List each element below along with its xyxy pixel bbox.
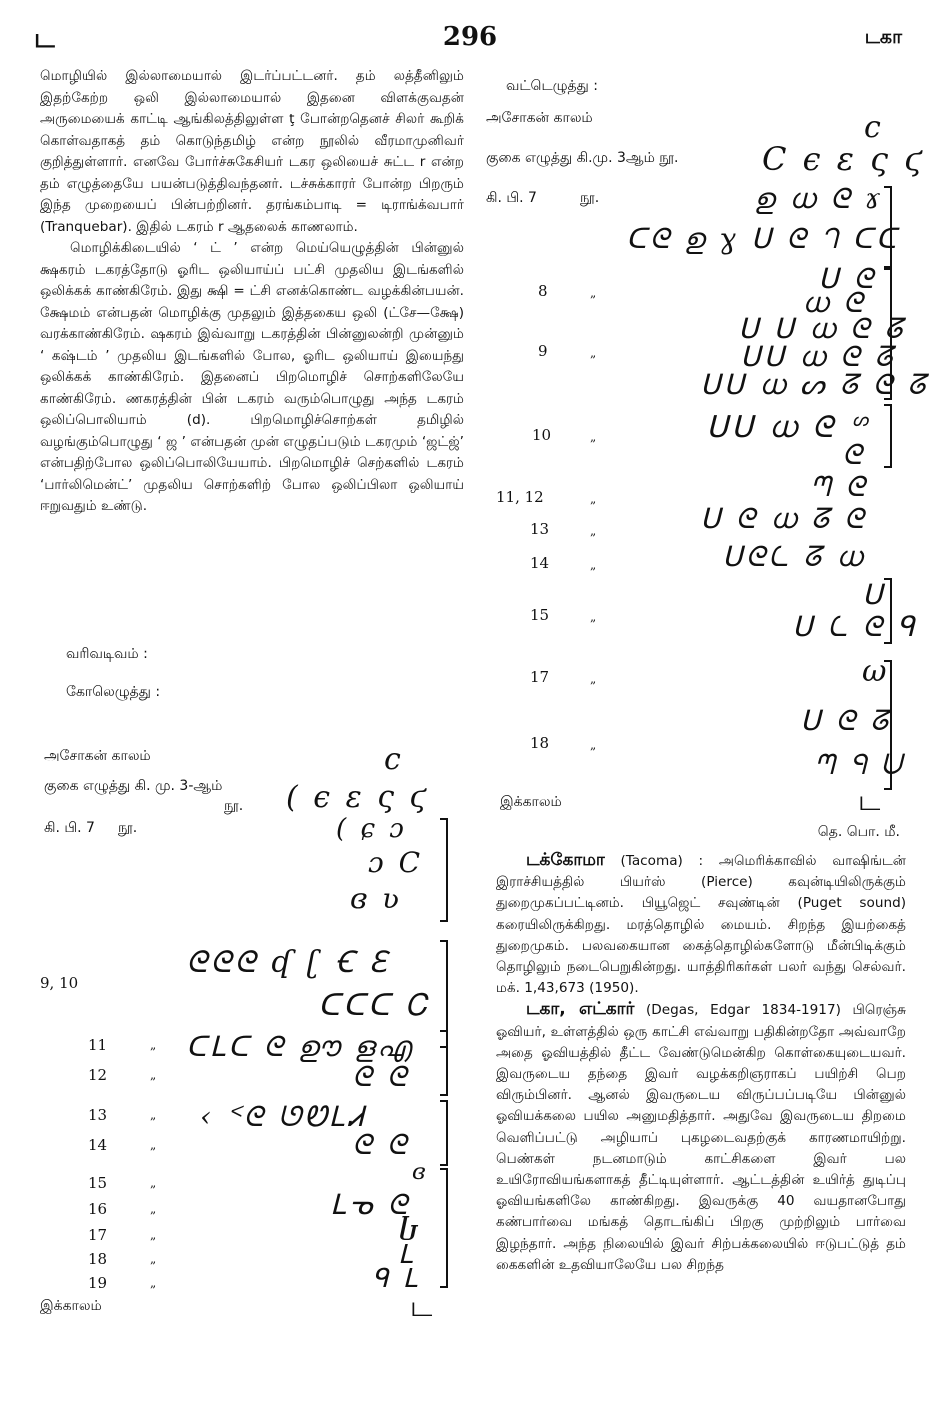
c15-glyph: ɞ (412, 1160, 429, 1185)
c8-glyphs-b: ധ ᘓ (802, 286, 866, 319)
ditto-mark: „ (150, 1202, 157, 1216)
row-number: 17 (88, 1226, 108, 1244)
row-number: 15 (88, 1174, 108, 1192)
c18-glyphs: ᘉ ᑫ ᑌ (814, 748, 905, 781)
ditto-mark: „ (150, 1276, 157, 1290)
century-7-nu: நூ. (118, 820, 138, 836)
row-number: 13 (88, 1106, 108, 1124)
row-number: 10 (532, 426, 552, 444)
page-number: 296 (442, 22, 498, 52)
c10-glyphs-a: ᑌᑌ ധ ᘓ ᔥ (706, 410, 870, 445)
ditto-mark: „ (150, 1138, 157, 1152)
c14-glyphs: ᑌᘓᘇ ᘔ ധ (722, 540, 866, 573)
c13-glyphs: ‹ ᑉᘓ ᘎᏬᏞᏗ (200, 1100, 367, 1133)
header-word: டகா (864, 26, 902, 48)
row-number: 9, 10 (40, 974, 79, 992)
c9-glyphs-b: ᑌᑌ ധ ᔕ ᘔ ᘓ ᘔ (700, 368, 929, 401)
author-signature: தெ. பொ. மீ. (817, 824, 900, 840)
c19-glyphs: ᑫ ᒪ (372, 1264, 421, 1294)
row-number: 15 (530, 606, 550, 624)
ditto-mark: „ (590, 346, 597, 360)
c9-glyphs: ᑕᑕᑕ Ꮯ (318, 988, 430, 1023)
ikkaalam-label: இக்காலம் (40, 1298, 102, 1314)
ditto-mark: „ (590, 286, 597, 300)
c12-glyphs: ᘓ ᘓ (352, 1060, 410, 1093)
ditto-mark: „ (150, 1228, 157, 1242)
ditto-mark: „ (590, 430, 597, 444)
ikkaalam-label: இக்காலம் (500, 794, 562, 810)
entry-head: டக்கோமா (526, 850, 605, 870)
ditto-mark: „ (590, 672, 597, 686)
c17-glyph: ω (862, 654, 890, 689)
c8-glyphs: ᘓᘓᘓ ʠ ʗ Ꞓ ℇ (186, 945, 390, 980)
cave-century-label: நூ. (224, 798, 244, 814)
asokan-glyph: c (384, 742, 404, 777)
row-number: 18 (88, 1250, 108, 1268)
header-letter: ட (34, 24, 55, 54)
ditto-mark: „ (590, 558, 597, 572)
bracket (440, 818, 448, 922)
bracket (440, 1100, 448, 1166)
row-number: 9 (538, 342, 548, 360)
row-number: 19 (88, 1274, 108, 1292)
c9-glyphs-a: ᑌᑌ ധ ᘓ ᘔ (740, 340, 896, 373)
cave-script-label: குகை எழுத்து கி.மு. 3ஆம் நூ. (486, 150, 679, 166)
ditto-mark: „ (150, 1108, 157, 1122)
cave-glyphs: ( ϵ ε ς ϛ (286, 780, 430, 815)
ditto-mark: „ (590, 492, 597, 506)
c11-glyphs-b: ᑌ ᘓ ധ ᘔ ᘓ (700, 502, 867, 535)
ditto-mark: „ (590, 524, 597, 538)
entry-body: (Degas, Edgar 1834-1917) பிரெஞ்சு ஓவியர், உள்ளத்தில் ஒரு காட்சி எவ்வாறு பதிகின்றதோ அவ்வாறே அதை ஓவியத்தில் தீட்ட வேண்டுமென்கிற கொள்கையுடையவர். இவருடைய தந்தை இவர் வழக்கறிஞராகப் பயிற்சி பெற விரும்பினர். ஆனல் இவருடைய விருப்பப்படியே பின்னுல் ஓவியக்கலை பயில அனுமதித்தார். அதுவே இவருடைய திறமை வெளிப்பட்டு அழியாப் புகழடைவதற்குக் காரணமாயிற்று. பெண்கள் நடனமாடும் காட்சிகளை இவர் பல உயிரோவியங்களாகத் தீட்டியுள்ளார். ஆட்டத்தின் உயிர்த் துடிப்பு ஓவியங்களிலே காண்கிறது. இவருக்கு 40 வயதானபோது கண்பார்வை மங்கத் தொடங்கிப் பிறகு முற்றிலும் பார்வை இழந்தார். அந்த நிலையில் இவர் சிற்பக்கலையில் ஈடுபட்டுத் தம் கைகளின் உதவியாலேயே பல சிறந்த (496, 1002, 906, 1273)
ditto-mark: „ (150, 1038, 157, 1052)
paragraph: மொழிக்கிடையில் ‘ ட் ’ என்ற மெய்யெழுத்தின் பின்னுல் க்ஷகரம் டகரத்தோடு ஓரிட ஒலியாய்ப் பட்சி முதலிய இடங்களில் ஒலிக்கக் காண்கிரேம். இது க்ஷி = ட்சி எனக்கொண்ட வழக்கின்பயன். க்ஷேமம் என்பதன் மொழிக்கு முதலும் இத்தகைய ஒலி (ட்சே—க்ஷே) வரக்காண்கிரேம். ஷகரம் இவ்வாறு டகரத்தின் பின்னுலன்றி முன்னும் ‘ கஷ்டம் ’ முதலிய இடங்களில் போல, ஓரிட ஒலியாய் இயைந்து ஒலிக்கக் காண்கிரேம். இதனைப் பிறமொழிச் சொற்களிலேயே காண்கிரேம். ணகரத்தின் பின் டகரம் வரும்பொழுது அந்த டகரம் ஒலிப்பொலியாம் (d). பிறமொழிச்சொற்கள் தமிழில் வழங்கும்பொழுது ‘ ஜ ’ என்பதன் முன் எழுதப்படும் டகரமும் ‘ஜட்ஜ்’ என்பதிற்போல ஒலிப்பொலியேயாம். பிறமொழிச் செற்களில் டகரம் ‘பார்லிமென்ட்’ முதலிய சொற்களிற் போல ஒலிப்பிலா ஒலியாய் ஈறுவதும் உண்டு. (40, 240, 464, 514)
vattezhuthu-label: வட்டெழுத்து : (506, 78, 598, 94)
paragraph: மொழியில் இல்லாமையால் இடர்ப்பட்டனர். தம் லத்தீனிலும் இதற்கேற்ற ஒலி இல்லாமையால் இதனை விளக்குவதன் அருமையைக் காட்டி ஆங்கிலத்திலுள்ள ţ போன்றதெனச் சிலர் கூறிக் கொள்வதாகத் தம் கொடுந்தமிழ் என்ற நூலில் வீரமாமுனிவர் குறித்துள்ளார். எனவே போர்ச்சுகேசியர் டகர ஒலியைச் சுட்ட r என்ற தம் எழுத்தையே பயன்படுத்திவந்தனர். டச்சுக்காரர் போன்ற பிறரும் இந்த முறையைப் பின்பற்றினர். தரங்கம்பாடி = டிராங்க்வபார் (Tranquebar). இதில் டகரம் r ஆதலைக் காணலாம். (40, 68, 464, 235)
c15-glyph-a: ᑌ (862, 578, 886, 611)
century-7-nu: நூ. (580, 190, 600, 206)
bracket (884, 266, 892, 400)
entry-body: (Tacoma) : அமெரிக்காவில் வாஷிங்டன் இராச்சியத்தில் பியர்ஸ் (Pierce) கவுன்டியிலிருக்கும் துறைமுகப்பட்டினம். பியூஜெட் சவுண்டின் (Puget sound) கரையிலிருக்கிறது. மரத்தொழில் மையம். சிறந்த இயற்கைத் துறைமுகம். பலவகையான கைத்தொழில்களோடு மீன்பிடிக்கும் தொழிலும் நடைபெறுகின்றது. யாத்திரிகர்கள் பலர் வந்து செல்வர். மக். 1,43,673 (1950). (496, 853, 906, 997)
bracket (440, 1168, 448, 1288)
row-number: 12 (88, 1066, 108, 1084)
varivadivam-label: வரிவடிவம் : (66, 646, 148, 662)
ditto-mark: „ (150, 1252, 157, 1266)
ditto-mark: „ (150, 1068, 157, 1082)
right-column-entries (496, 850, 906, 1276)
century-7-label: கி. பி. 7 (44, 820, 95, 836)
c15-glyphs-b: ᑌ ᘇ ᘓ ᑫ (792, 610, 918, 643)
century-7-label: கி. பி. 7 (486, 190, 537, 206)
ditto-mark: „ (150, 1176, 157, 1190)
c14-glyphs: ᘓ ᘓ (352, 1128, 410, 1161)
left-column-text (40, 66, 464, 518)
entry (496, 850, 906, 999)
bracket (884, 404, 892, 468)
c16-glyphs: ᒪᓀ ᘓ (330, 1188, 411, 1221)
c8-glyphs-c: ᑌ ᑌ ധ ᘓ ᘔ (738, 312, 906, 345)
c7-glyphs-c: ɞ ʋ (350, 882, 403, 915)
bracket (884, 186, 892, 270)
c10-glyphs-b: ᘓ (842, 438, 865, 471)
c17-glyph: Ⴑ (398, 1214, 422, 1247)
ditto-mark: „ (590, 610, 597, 624)
row-number: 11, 12 (496, 488, 544, 506)
c17-glyphs-b: ᑌ ᘓ ᘔ (800, 704, 892, 737)
bracket (440, 1030, 448, 1096)
cave-glyphs: C ϵ ε ς ϛ (762, 140, 926, 178)
row-number: 18 (530, 734, 550, 752)
row-number: 14 (88, 1136, 108, 1154)
entry (496, 999, 906, 1276)
row-number: 14 (530, 554, 550, 572)
row-number: 16 (88, 1200, 108, 1218)
asokan-label: அசோகன் காலம் (486, 110, 593, 126)
c7-glyphs-b: ɔ C (368, 846, 424, 879)
bracket (884, 660, 892, 790)
c8-glyphs-a: ᑌ ᘓ (818, 262, 877, 295)
asokan-glyph: c (864, 110, 884, 145)
asokan-label: அசோகன் காலம் (44, 748, 151, 764)
c11-glyphs-a: ᘉ ᘓ (810, 470, 868, 503)
bracket (884, 578, 892, 644)
kolezhuthu-label: கோலெழுத்து : (66, 684, 161, 700)
entry-head: டகா, எட்கார் (526, 999, 635, 1020)
c7-glyphs-a: ( ɕ ɔ (336, 814, 407, 844)
row-number: 17 (530, 668, 550, 686)
cave-script-label: குகை எழுத்து கி. மு. 3-ஆம் (44, 778, 223, 794)
modern-glyph: ட (410, 1290, 436, 1323)
c11-glyphs: ᑕᒪᑕ ᘓ ഊ ളഎ (186, 1030, 414, 1063)
c7-glyphs-b: ᑕᘓ ഉ ɣ ᑌ ᘓ ᘃ ᑕᑕ (626, 222, 900, 255)
ditto-mark: „ (590, 738, 597, 752)
c18-glyph: ᒪ (398, 1240, 416, 1270)
row-number: 8 (538, 282, 548, 300)
row-number: 11 (88, 1036, 108, 1054)
modern-glyph: ட (858, 784, 884, 817)
c7-glyphs-a: ഉ ധ ᘓ ɤ (754, 182, 884, 215)
row-number: 13 (530, 520, 550, 538)
